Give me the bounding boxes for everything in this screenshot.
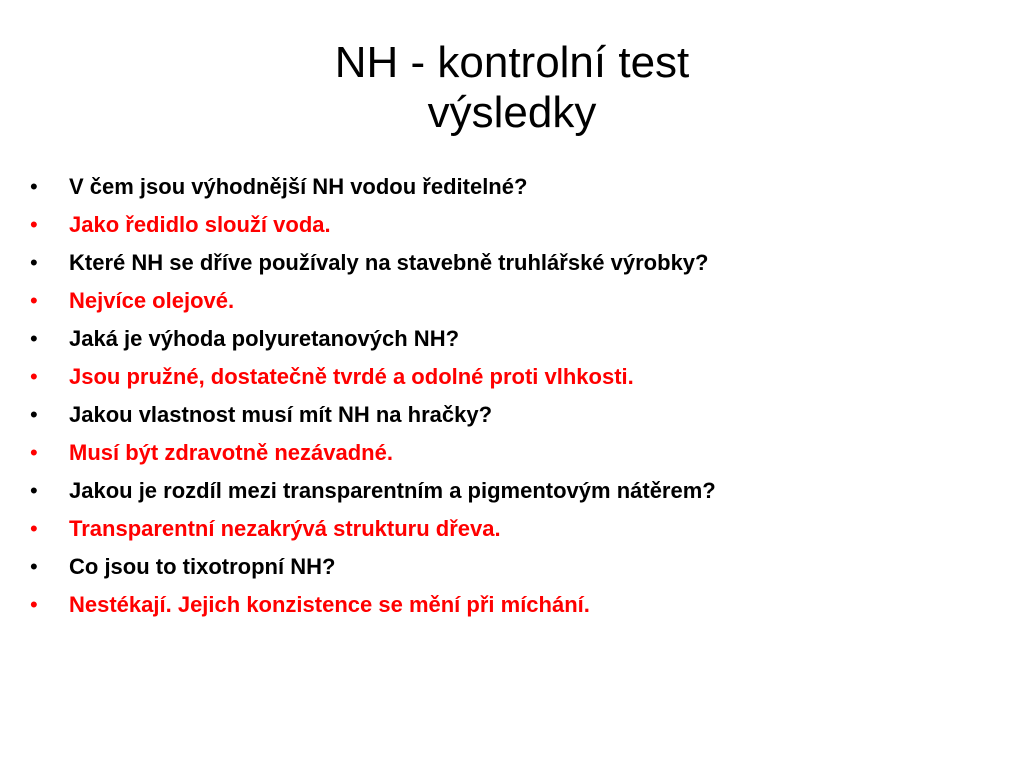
- list-item: [30, 206, 716, 244]
- bullet-icon: •: [30, 478, 38, 503]
- list-item: [30, 434, 716, 472]
- bullet-icon: •: [30, 174, 38, 199]
- list-item: [30, 586, 716, 624]
- bullet-icon: •: [30, 288, 38, 313]
- list-item: [30, 396, 716, 434]
- title-line-1: NH - kontrolní test: [334, 38, 690, 87]
- item-text: Co jsou to tixotropní NH?: [69, 554, 336, 579]
- item-text: Jakou je rozdíl mezi transparentním a pigmentovým nátěrem?: [69, 478, 716, 503]
- item-text: V čem jsou výhodnější NH vodou ředitelné?: [69, 174, 528, 199]
- title-line-2: výsledky: [427, 88, 597, 137]
- bullet-icon: •: [30, 440, 38, 465]
- item-text: Jaká je výhoda polyuretanových NH?: [69, 326, 460, 351]
- item-text: Jako ředidlo slouží voda.: [69, 212, 331, 237]
- item-text: Jakou vlastnost musí mít NH na hračky?: [69, 402, 493, 427]
- bullet-icon: •: [30, 212, 38, 237]
- item-text: Jsou pružné, dostatečně tvrdé a odolné proti vlhkosti.: [69, 364, 634, 389]
- list-item: [30, 548, 716, 586]
- list-item: [30, 282, 716, 320]
- list-item: [30, 168, 716, 206]
- item-text: Nejvíce olejové.: [69, 288, 235, 313]
- bullet-icon: •: [30, 516, 38, 541]
- list-item: [30, 472, 716, 510]
- bullet-list: [30, 168, 716, 624]
- bullet-icon: •: [30, 402, 38, 427]
- list-item: [30, 244, 716, 282]
- bullet-icon: •: [30, 326, 38, 351]
- item-text: Musí být zdravotně nezávadné.: [69, 440, 393, 465]
- bullet-icon: •: [30, 554, 38, 579]
- item-text: Nestékají. Jejich konzistence se mění při míchání.: [69, 592, 590, 617]
- bullet-icon: •: [30, 592, 38, 617]
- item-text: Které NH se dříve používaly na stavebně truhlářské výrobky?: [69, 250, 709, 275]
- bullet-icon: •: [30, 250, 38, 275]
- bullet-icon: •: [30, 364, 38, 389]
- list-item: [30, 320, 716, 358]
- slide-title: [0, 38, 1024, 138]
- list-item: [30, 510, 716, 548]
- item-text: Transparentní nezakrývá strukturu dřeva.: [69, 516, 501, 541]
- list-item: [30, 358, 716, 396]
